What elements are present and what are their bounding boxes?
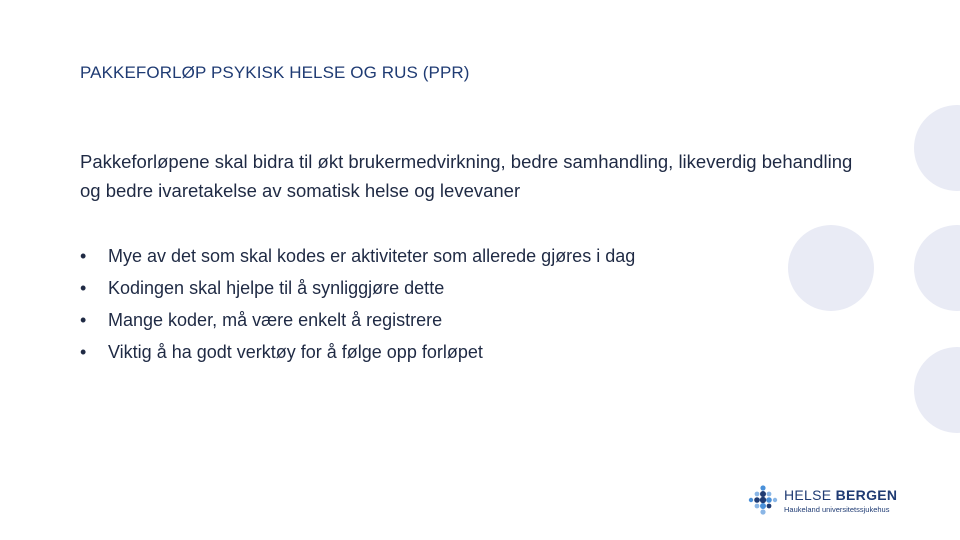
logo-subtitle: Haukeland universitetssjukehus [784,505,890,514]
decorative-circle [914,225,960,311]
bullet-marker: • [80,342,87,362]
bullet-text: Mye av det som skal kodes er aktiviteter som allerede gjøres i dag [108,246,636,266]
bullet-marker: • [80,246,87,266]
list-item [80,240,635,272]
cross-dots-icon [748,484,778,516]
bullet-text: Mange koder, må være enkelt å registrere [108,310,443,330]
bullet-marker: • [80,278,87,298]
logo-word-bergen: BERGEN [835,487,898,503]
bullet-text: Kodingen skal hjelpe til å synliggjøre dette [108,278,445,298]
list-item [80,336,635,368]
intro-paragraph: Pakkeforløpene skal bidra til økt brukermedvirkning, bedre samhandling, likeverdig behandling og bedre ivaretakelse av somatisk helse og levevaner [80,151,853,201]
decorative-circle [788,225,874,311]
logo-wordmark [784,487,897,503]
helse-bergen-logo [748,484,908,518]
logo-word-helse: HELSE [784,487,832,503]
list-item [80,272,635,304]
decorative-circle [914,347,960,433]
list-item [80,304,635,336]
slide-title: PAKKEFORLØP PSYKISK HELSE OG RUS (PPR) [80,63,470,82]
decorative-circle [914,105,960,191]
bullet-text: Viktig å ha godt verktøy for å følge opp forløpet [108,342,483,362]
bullet-marker: • [80,310,87,330]
bullet-list [80,240,635,368]
